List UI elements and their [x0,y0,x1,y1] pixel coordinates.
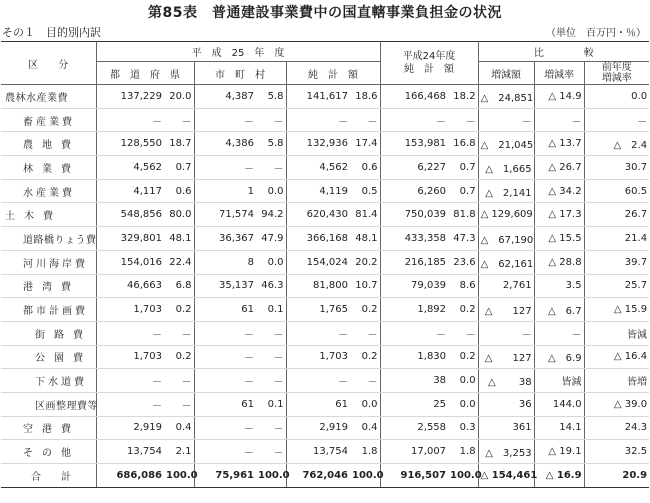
table-row [1,298,649,322]
cell-prev-rate: 32.5 [584,440,649,464]
cell-diff: △ 3,253 [478,440,534,464]
cell-net-pct: 10.7 [350,274,380,298]
row-label: 土木費 [1,203,96,227]
cell-prev: 916,507 [380,464,448,488]
row-label: 道路橋りょう費 [1,227,96,251]
cell-prev: 1,892 [380,298,448,322]
cell-muni: 71,574 [194,203,256,227]
cell-diff: △ 62,161 [478,250,534,274]
cell-prev: 750,039 [380,203,448,227]
cell-prev-pct: 18.2 [448,85,478,109]
table-row [1,156,649,180]
cell-muni: 35,137 [194,274,256,298]
header-h24-sub: 純 計 額 [404,64,455,75]
cell-muni-pct: 5.8 [256,132,286,156]
cell-pref-pct: 0.4 [164,416,194,440]
cell-prev-pct: 1.8 [448,440,478,464]
cell-prev-pct: 0.2 [448,298,478,322]
table-row [1,321,649,345]
cell-prev-pct: 0.7 [448,179,478,203]
table-row [1,203,649,227]
cell-rate: △ 6.7 [534,298,584,322]
header-compare: 比 較 [478,42,649,62]
cell-prev-rate: △ 15.9 [584,298,649,322]
cell-diff: △ 24,851 [478,85,534,109]
row-label: 下水道費 [1,369,96,393]
cell-net: 366,168 [286,227,350,251]
cell-pref: 4,117 [96,179,164,203]
cell-pref-pct: 18.7 [164,132,194,156]
cell-pref: 329,801 [96,227,164,251]
cell-net-pct: － [350,369,380,393]
cell-muni: － [194,416,256,440]
cell-pref-pct: － [164,392,194,416]
cell-muni-pct: 0.1 [256,392,286,416]
cell-prev-rate: 0.0 [584,85,649,109]
cell-prev-pct: 81.8 [448,203,478,227]
row-label: 空港費 [1,416,96,440]
cell-diff: △ 1,665 [478,156,534,180]
cell-pref-pct: 0.2 [164,345,194,369]
cell-net-pct: 0.4 [350,416,380,440]
header-net: 純 計 額 [286,62,380,85]
table-row [1,179,649,203]
table-row [1,440,649,464]
cell-prev-rate: 60.5 [584,179,649,203]
cell-diff: － [478,108,534,132]
cell-prev-pct: 23.6 [448,250,478,274]
cell-net-pct: 18.6 [350,85,380,109]
cell-muni: － [194,440,256,464]
cell-net: － [286,321,350,345]
cell-prev-pct: 0.0 [448,369,478,393]
cell-pref-pct: 80.0 [164,203,194,227]
row-label: 農地費 [1,132,96,156]
cell-prev: 1,830 [380,345,448,369]
cell-muni: 61 [194,298,256,322]
row-label: 都市計画費 [1,298,96,322]
cell-pref: 46,663 [96,274,164,298]
header-prev-rate [584,62,649,85]
cell-diff: 36 [478,392,534,416]
cell-pref: 2,919 [96,416,164,440]
cell-net-pct: － [350,108,380,132]
cell-prev: 166,468 [380,85,448,109]
cell-pref-pct: 0.7 [164,156,194,180]
cell-rate: △ 15.5 [534,227,584,251]
header-h24 [380,42,478,85]
cell-pref-pct: 20.0 [164,85,194,109]
cell-pref: 1,703 [96,345,164,369]
cell-prev: 25 [380,392,448,416]
cell-pref: － [96,321,164,345]
cell-muni: 8 [194,250,256,274]
total-row [1,464,649,488]
cell-muni-pct: － [256,345,286,369]
cell-net-pct: 0.2 [350,345,380,369]
table-row [1,132,649,156]
cell-pref: － [96,392,164,416]
row-label: 水産業費 [1,179,96,203]
cell-pref-pct: 48.1 [164,227,194,251]
cell-diff: △ 129,609 [478,203,534,227]
cell-pref: － [96,369,164,393]
cell-diff: △ 127 [478,345,534,369]
cell-prev: 433,358 [380,227,448,251]
cell-muni-pct: 47.9 [256,227,286,251]
cell-diff: △ 127 [478,298,534,322]
cell-rate: － [534,108,584,132]
table-row [1,369,649,393]
cell-prev-rate: 39.7 [584,250,649,274]
cell-prev: 153,981 [380,132,448,156]
cell-net: 2,919 [286,416,350,440]
cell-net: 141,617 [286,85,350,109]
cell-rate: 14.1 [534,416,584,440]
cell-muni: 61 [194,392,256,416]
cell-muni-pct: － [256,108,286,132]
table-row [1,108,649,132]
cell-rate: △ 6.9 [534,345,584,369]
cell-pref: － [96,108,164,132]
cell-pref-pct: － [164,321,194,345]
cell-prev-rate: 26.7 [584,203,649,227]
cell-net-pct: 48.1 [350,227,380,251]
cell-pref-pct: 0.2 [164,298,194,322]
cell-muni: － [194,345,256,369]
row-label: 街路費 [1,321,96,345]
cell-rate: △ 16.9 [534,464,584,488]
cell-prev-pct: 100.0 [448,464,478,488]
cell-net: 61 [286,392,350,416]
cell-pref: 548,856 [96,203,164,227]
cell-net-pct: 0.2 [350,298,380,322]
cell-prev-rate: △ 39.0 [584,392,649,416]
cell-net-pct: 81.4 [350,203,380,227]
expenditure-table [1,41,649,488]
cell-net-pct: 0.6 [350,156,380,180]
cell-muni-pct: 100.0 [256,464,286,488]
cell-pref-pct: 100.0 [164,464,194,488]
table-row [1,274,649,298]
cell-net-pct: 17.4 [350,132,380,156]
cell-diff: △ 38 [478,369,534,393]
cell-net: 620,430 [286,203,350,227]
cell-rate: △ 14.9 [534,85,584,109]
cell-diff: △ 21,045 [478,132,534,156]
cell-diff: △ 67,190 [478,227,534,251]
header-category: 区 分 [1,42,96,85]
cell-net: 4,562 [286,156,350,180]
header-rate: 増減率 [534,62,584,85]
cell-net-pct: 1.8 [350,440,380,464]
cell-muni: 4,386 [194,132,256,156]
header-h25: 平 成 25 年 度 [96,42,380,62]
cell-prev-pct: 0.0 [448,392,478,416]
cell-prev-rate: 21.4 [584,227,649,251]
cell-prev-rate: 20.9 [584,464,649,488]
header-muni: 市 町 村 [194,62,286,85]
cell-prev-rate: △ 2.4 [584,132,649,156]
table-row [1,227,649,251]
cell-rate: △ 13.7 [534,132,584,156]
cell-pref-pct: 0.6 [164,179,194,203]
cell-prev-rate: △ 16.4 [584,345,649,369]
cell-net: 4,119 [286,179,350,203]
cell-prev: 6,227 [380,156,448,180]
cell-rate: △ 17.3 [534,203,584,227]
cell-diff: － [478,321,534,345]
table-row [1,250,649,274]
cell-muni: 1 [194,179,256,203]
cell-prev-pct: 47.3 [448,227,478,251]
cell-net-pct: 20.2 [350,250,380,274]
cell-prev-pct: 16.8 [448,132,478,156]
cell-prev: 17,007 [380,440,448,464]
cell-diff: 2,761 [478,274,534,298]
cell-prev-rate: 皆減 [584,321,649,345]
cell-muni: 4,387 [194,85,256,109]
cell-pref: 686,086 [96,464,164,488]
cell-net: － [286,108,350,132]
cell-prev: 79,039 [380,274,448,298]
header-prev-rate-1: 前年度 [601,62,632,73]
cell-muni: － [194,321,256,345]
cell-pref-pct: 22.4 [164,250,194,274]
cell-rate: △ 26.7 [534,156,584,180]
cell-muni-pct: 0.1 [256,298,286,322]
cell-muni: － [194,369,256,393]
cell-prev-rate: 皆増 [584,369,649,393]
cell-prev-rate: 24.3 [584,416,649,440]
cell-pref: 154,016 [96,250,164,274]
table-subtitle: その１ 目的別内訳 [2,26,101,39]
cell-diff: 361 [478,416,534,440]
table-body [1,85,649,488]
row-label: 港湾費 [1,274,96,298]
cell-prev-pct: － [448,108,478,132]
row-label: 農林水産業費 [1,85,96,109]
cell-pref-pct: － [164,108,194,132]
cell-rate: △ 28.8 [534,250,584,274]
cell-rate: 144.0 [534,392,584,416]
cell-prev-rate: － [584,108,649,132]
cell-net-pct: 100.0 [350,464,380,488]
header-h24-label: 平成24年度 [402,51,456,62]
cell-net: 1,703 [286,345,350,369]
cell-muni-pct: 46.3 [256,274,286,298]
cell-net-pct: 0.5 [350,179,380,203]
cell-net: 1,765 [286,298,350,322]
cell-net-pct: 0.0 [350,392,380,416]
cell-prev: 2,558 [380,416,448,440]
table-row [1,392,649,416]
cell-pref-pct: 2.1 [164,440,194,464]
cell-prev-rate: 30.7 [584,156,649,180]
cell-pref-pct: 6.8 [164,274,194,298]
row-label: 公園費 [1,345,96,369]
cell-diff: △ 154,461 [478,464,534,488]
cell-pref: 137,229 [96,85,164,109]
cell-net: 13,754 [286,440,350,464]
table-row [1,416,649,440]
row-label: 区画整理費等 [1,392,96,416]
cell-pref: 1,703 [96,298,164,322]
cell-rate: － [534,321,584,345]
cell-prev-rate: 25.7 [584,274,649,298]
cell-muni-pct: － [256,440,286,464]
cell-muni: 36,367 [194,227,256,251]
table-title: 第85表 普通建設事業費中の国直轄事業負担金の状況 [148,5,502,21]
cell-net: － [286,369,350,393]
cell-muni-pct: 94.2 [256,203,286,227]
cell-prev: － [380,108,448,132]
header-diff: 増減額 [478,62,534,85]
cell-pref-pct: － [164,369,194,393]
cell-rate: △ 19.1 [534,440,584,464]
cell-net: 81,800 [286,274,350,298]
table-row [1,345,649,369]
cell-prev-pct: 8.6 [448,274,478,298]
header-pref: 都 道 府 県 [96,62,194,85]
row-label: 林業費 [1,156,96,180]
cell-net: 762,046 [286,464,350,488]
cell-muni: － [194,108,256,132]
cell-muni-pct: 0.0 [256,179,286,203]
cell-prev-pct: 0.3 [448,416,478,440]
table-row [1,85,649,109]
cell-muni: － [194,156,256,180]
cell-pref: 128,550 [96,132,164,156]
cell-rate: 皆減 [534,369,584,393]
cell-net: 154,024 [286,250,350,274]
cell-net: 132,936 [286,132,350,156]
cell-rate: 3.5 [534,274,584,298]
cell-muni-pct: － [256,416,286,440]
header-prev-rate-2: 増減率 [601,73,632,84]
cell-prev: － [380,321,448,345]
row-label: 畜産業費 [1,108,96,132]
cell-prev-pct: － [448,321,478,345]
cell-prev: 38 [380,369,448,393]
cell-net-pct: － [350,321,380,345]
cell-muni-pct: － [256,321,286,345]
row-label: 河川海岸費 [1,250,96,274]
cell-pref: 13,754 [96,440,164,464]
cell-muni-pct: － [256,369,286,393]
cell-prev-pct: 0.7 [448,156,478,180]
cell-muni-pct: 5.8 [256,85,286,109]
cell-muni-pct: － [256,156,286,180]
unit-note: （単位 百万円・％） [546,28,646,39]
cell-rate: △ 34.2 [534,179,584,203]
cell-diff: △ 2,141 [478,179,534,203]
cell-muni: 75,961 [194,464,256,488]
row-label: その他 [1,440,96,464]
cell-pref: 4,562 [96,156,164,180]
cell-prev-pct: 0.2 [448,345,478,369]
cell-prev: 216,185 [380,250,448,274]
cell-muni-pct: 0.0 [256,250,286,274]
cell-prev: 6,260 [380,179,448,203]
row-label: 合 計 [1,464,96,488]
